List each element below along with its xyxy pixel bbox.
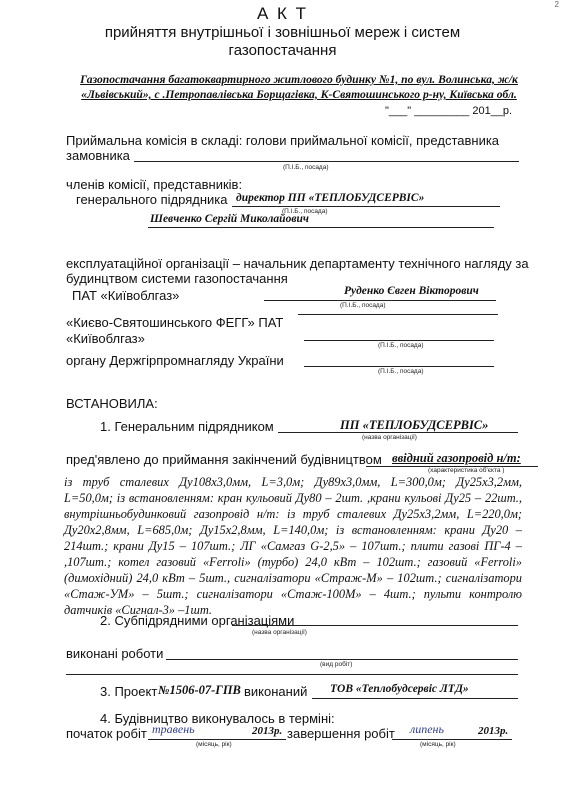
item4-end-caption: (місяць, рік) [420,741,456,748]
item4-start-year: 2013р. [252,725,283,737]
item4-start-month: травень [152,722,195,736]
object-subject: Газопостачання багатоквартирного житлового будинку №1, по вул. Волинська, ж/к «Львівський», с .Петропавлівська Борщагівка, К-Святошинського р-ну, Київська обл. [80,73,518,101]
page-number: 2 [554,0,559,9]
item1-presented-label: пред'явлено до приймання закінчений будівництвом [66,452,382,467]
customer-line [134,161,519,162]
item2-works-line2 [66,674,518,675]
item4-start-label: початок робіт [66,726,147,741]
item1-contractor-line [278,432,518,433]
gen-contractor-name: Шевченко Сергій Миколайович [150,213,309,225]
operator-extra-line [298,314,498,315]
state-line [304,366,494,367]
act-subtitle-2: газопостачання [228,42,337,59]
fegg-line1: «Києво-Святошинського ФЕГГ» ПАТ [66,315,284,330]
item2-works-caption: (вид робіт) [320,661,353,668]
gen-contractor-name-line [148,227,494,228]
item1-presented-value: ввідний газопровід н/т: [392,451,521,465]
fegg-caption: (П.І.Б., посада) [378,342,424,349]
fegg-line [304,340,494,341]
item1-description: із труб сталевих Ду108х3,0мм, L=3,0м; Ду89х3,0мм, L=300,0м; Ду25х3,2мм, L=50,0м; із встановленням: кран кульовий Ду80 – 2шт. ,крани кульові Ду25 – 22шт., внутрішньобудинковий газопровід н/т: із труб сталевих Ду25х3,2мм, L=220,0м; Ду20х2,8мм, L=685,0м; Ду15х2,8мм, L=140,0м; із встановленням: крани Ду20 – 214шт.; крани Ду15 – 107шт.; ЛГ «Самгаз G-2,5» – 107шт.; плити газові ПГ-4 – ,107шт.; котел газовий «Ferroli» (турбо) 24,0 кВт – 102шт.; газовий «Ferroli» (димохідний) 24,0 кВт – 5шт., сигналізатори «Страж-М» – 102шт.; сигналізатори «Стаж-УМ» – 5шт.; сигналізатори «Стаж-100М» – 4шт.; пульти контролю датчиків «Сигнал-3» –1шт. [64,475,522,617]
item4-end-line [392,739,512,740]
operator-name: Руденко Євген Вікторович [344,285,479,297]
item2-label: 2. Субпідрядними організаціями [100,613,295,628]
item2-works-line [166,659,518,660]
item3-company: ТОВ «Теплобудсервіс ЛТД» [330,683,469,695]
customer-caption: (П.І.Б., посада) [283,164,329,171]
item1-label: 1. Генеральним підрядником [100,419,274,434]
operator-org: ПАТ «Київоблгаз» [72,288,180,303]
act-date: "___" _________ 201__р. [385,105,513,117]
item4-label: 4. Будівництво виконувалось в терміні: [100,711,335,726]
operator-line [264,300,496,301]
operator-caption: (П.І.Б., посада) [340,302,386,309]
fegg-line2: «Київоблгаз» [66,331,145,346]
act-subtitle-1: прийняття внутрішньої і зовнішньої мереж і систем [104,24,461,41]
item4-end-month: липень [410,722,444,736]
item2-org-caption: (назва організації) [252,629,307,636]
item1-contractor: ПП «ТЕПЛОБУДСЕРВІС» [340,418,489,432]
item4-start-line [148,739,286,740]
operator-line1: експлуатаційної організації – начальник департаменту технічного нагляду за [66,256,529,271]
item3-label: 3. Проект [100,684,158,699]
gen-contractor-caption: (П.І.Б., посада) [282,208,328,215]
item3-project-no: №1506-07-ГПВ [158,683,241,697]
item3-company-line [312,698,518,699]
item4-end-label: завершення робіт [287,726,395,741]
operator-line2: будинцтвом системи газопостачання [66,271,288,286]
state-caption: (П.І.Б., посада) [378,368,424,375]
item3-done-by: виконаний [244,684,308,699]
gen-contractor-value: директор ПП «ТЕПЛОБУДСЕРВІС» [236,192,425,204]
commission-intro-line1: Приймальна комісія в складі: голови приймальної комісії, представника [66,133,500,148]
state-label: органу Держгірпромнагляду України [66,353,284,368]
item1-object-caption: (характеристика об'єкта ) [428,467,505,474]
commission-intro-line2: замовника [66,148,130,163]
act-title: А К Т [256,4,309,23]
item1-org-caption: (назва організації) [362,434,417,441]
item2-works-label: виконані роботи [66,646,164,661]
established-label: ВСТАНОВИЛА: [66,396,158,411]
gen-contractor-label: генерального підрядника [76,192,228,207]
item4-start-caption: (місяць, рік) [196,741,232,748]
item2-org-line [232,625,518,626]
gen-contractor-line [232,206,500,207]
members-label: членів комісії, представників: [66,177,243,192]
item4-end-year: 2013р. [478,725,509,737]
